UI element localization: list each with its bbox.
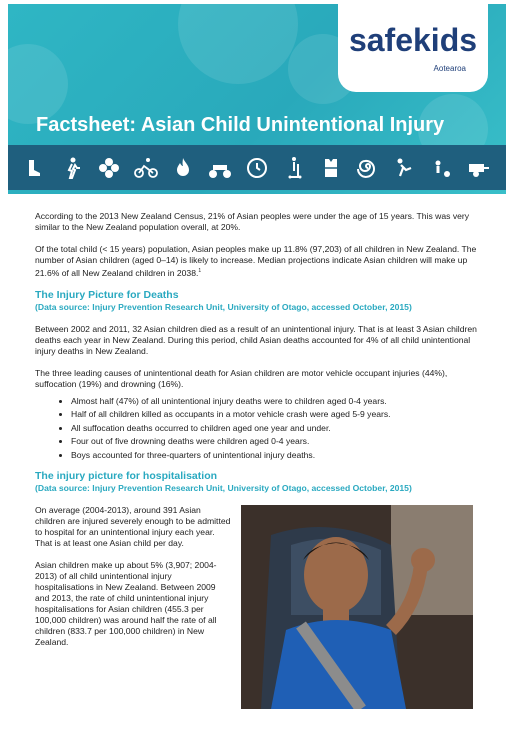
page-title: Factsheet: Asian Child Unintentional Injury <box>36 114 445 136</box>
list-item: • Almost half (47%) of all unintentional injury deaths were to children aged 0-4 years. <box>71 396 487 407</box>
clock-icon <box>245 156 269 180</box>
hospitalisation-paragraph-1: On average (2004-2013), around 391 Asian children are injured severely enough to be admitted to hospital for an unintentional injury each year. That is at least one Asian child per day. <box>35 504 231 548</box>
scooter-icon <box>282 156 306 180</box>
deaths-source: (Data source: Injury Prevention Research Unit, University of Otago, accessed October, 2015) <box>35 301 412 312</box>
content-area <box>35 211 487 659</box>
child-car-seat-illustration <box>241 505 473 709</box>
car-seat-icon <box>23 156 47 180</box>
pedestrian-icon <box>60 156 84 180</box>
intro-paragraph-2: Of the total child (< 15 years) population, Asian peoples make up 11.8% (97,203) of all children in New Zealand. The number of Asian children (aged 0–14) is likely to increase. Median projections indicate Asian children will make up 21.6% of all New Zealand children in 2038.$^1$ <box>35 244 477 278</box>
life-jacket-icon <box>319 156 343 180</box>
cyclist-icon <box>134 156 158 180</box>
trailer-icon <box>467 156 491 180</box>
child-photo <box>241 505 473 709</box>
footnote-marker: 1 <box>198 268 202 274</box>
deaths-heading: The Injury Picture for Deaths <box>35 288 179 301</box>
list-item: • Boys accounted for three-quarters of unintentional injury deaths. <box>71 450 487 461</box>
intro-paragraph-1: According to the 2013 New Zealand Census, 21% of Asian peoples were under the age of 15 years. This was very similar to the New Zealand population overall, at 20%. <box>35 211 470 232</box>
fall-icon <box>393 156 417 180</box>
deaths-bullet-list <box>35 396 487 461</box>
deaths-paragraph-1: Between 2002 and 2011, 32 Asian children died as a result of an unintentional injury. That is at least 3 Asian children deaths each year in New Zealand. During this period, child Asian deaths accounted for 4% of all child unintentional injury deaths in New Zealand. <box>35 323 477 356</box>
safekids-logo: safekids <box>348 22 478 58</box>
fire-icon <box>171 156 195 180</box>
hospitalisation-source: (Data source: Injury Prevention Research Unit, University of Otago, accessed October, 2015) <box>35 482 412 493</box>
logo-box <box>338 4 488 92</box>
quad-bike-icon <box>208 156 232 180</box>
hospitalisation-paragraph-2: Asian children make up about 5% (3,907; 2004-2013) of all child unintentional injury hospitalisations in New Zealand. Between 2009 and 2013, the rate of child unintentional injury hospitalisations for Asian children (455.3 per 100,000 children) was around half the rate of all children (833.7 per 100,000 children) in New Zealand. <box>35 559 217 647</box>
icon-bar <box>8 145 506 190</box>
flower-icon <box>97 156 121 180</box>
list-item: • All suffocation deaths occurred to children aged one year and under. <box>71 423 487 434</box>
list-item: • Four out of five drowning deaths were children aged 0-4 years. <box>71 436 487 447</box>
list-item: • Half of all children killed as occupants in a motor vehicle crash were aged 5-9 years. <box>71 409 487 420</box>
child-toy-icon <box>430 156 454 180</box>
hospitalisation-section <box>35 505 487 648</box>
deaths-paragraph-2: The three leading causes of unintentional death for Asian children are motor vehicle occupant injuries (44%), suffocation (19%) and drowning (16%). <box>35 367 448 389</box>
hospitalisation-heading: The injury picture for hospitalisation <box>35 469 218 482</box>
logo-subtitle: Aotearoa <box>433 64 466 73</box>
hospitalisation-text <box>35 505 231 648</box>
swirl-icon <box>356 156 380 180</box>
